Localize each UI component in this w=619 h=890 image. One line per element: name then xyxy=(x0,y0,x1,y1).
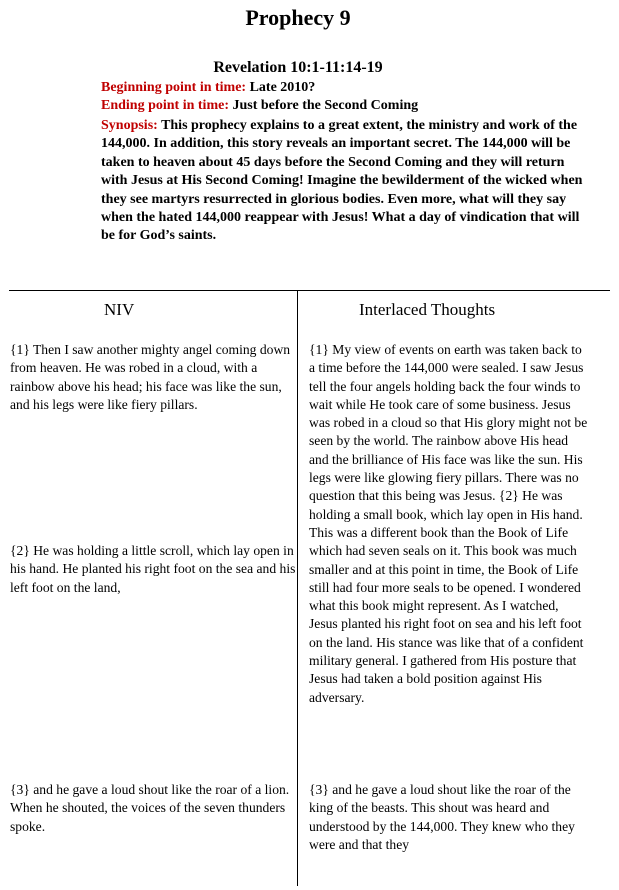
synopsis-label: Synopsis: xyxy=(101,118,158,133)
thoughts-paragraph-1: {1} My view of events on earth was taken back to a time before the 144,000 were sealed. I saw Jesus tell the four angels holding back the four winds to wait while He took care of some business. Jesus was robed in a cloud so that His glory might not be seen by the world. The rainbow above His head and the brilliance of His face was like the sun. His legs were like glowing fiery pillars. There was no question that this being was Jesus. {2} He was holding a small book, which lay open in His hand. This was a different book than the Book of Life which had seven seals on it. This book was much smaller and at this point in time, the Book of Life still had four more seals to be opened. I wondered what this book might represent. As I watched, Jesus planted his right foot on sea and his left foot on the land. His stance was like that of a confident military general. I gathered from His posture that Jesus had taken a bold position against His adversary. xyxy=(309,342,588,705)
thoughts-column-header: Interlaced Thoughts xyxy=(359,300,496,319)
table-top-rule xyxy=(9,290,610,291)
page-title: Prophecy 9 xyxy=(245,5,351,30)
ending-point xyxy=(101,98,418,114)
niv-verse-1: {1} Then I saw another mighty angel coming down from heaven. He was robed in a cloud, with a rainbow above his head; his face was like the sun, and his legs were like fiery pillars. xyxy=(10,342,291,412)
ending-label: Ending point in time: xyxy=(101,98,229,113)
synopsis-text: This prophecy explains to a great extent, the ministry and work of the 144,000. In addition, this story reveals an important secret. The 144,000 will be taken to heaven about 45 days before the Second Coming and they will return with Jesus at His Second Coming! Imagine the bewilderment of the wicked when they see martyrs resurrected in glorious bodies. Even more, what will they say when the hated 144,000 reappear with Jesus! What a day of vindication that will be for God’s saints. xyxy=(101,118,583,244)
beginning-point xyxy=(101,80,315,96)
ending-value: Just before the Second Coming xyxy=(232,98,419,113)
niv-column-header: NIV xyxy=(104,300,135,319)
synopsis xyxy=(101,117,591,246)
niv-verse-3: {3} and he gave a loud shout like the roar of a lion. When he shouted, the voices of the seven thunders spoke. xyxy=(10,782,290,834)
beginning-label: Beginning point in time: xyxy=(101,80,247,95)
niv-verse-2: {2} He was holding a little scroll, which lay open in his hand. He planted his right foot on the sea and his left foot on the land, xyxy=(10,543,296,595)
scripture-reference: Revelation 10:1-11:14-19 xyxy=(213,59,383,76)
beginning-value: Late 2010? xyxy=(249,80,316,95)
thoughts-paragraph-3: {3} and he gave a loud shout like the roar of the king of the beasts. This shout was heard and understood by the 144,000. They knew who they were and that they xyxy=(309,782,575,852)
